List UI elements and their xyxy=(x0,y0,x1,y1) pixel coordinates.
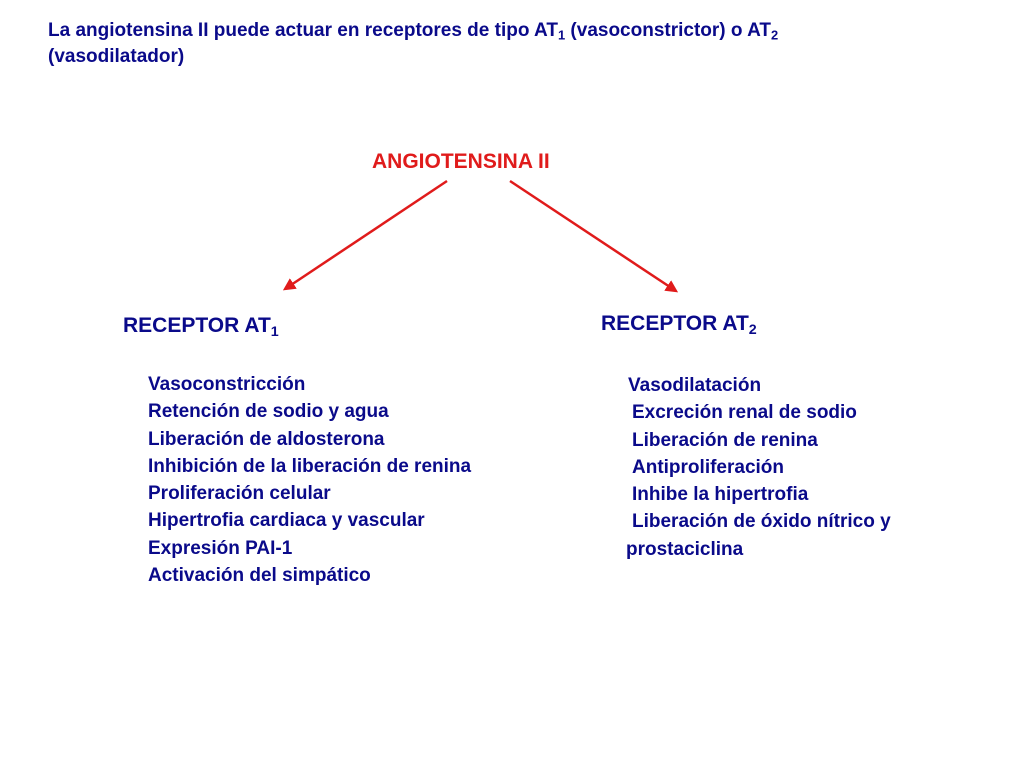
receptor-at2-subscript: 2 xyxy=(748,321,757,338)
angiotensin-ii-title: ANGIOTENSINA II xyxy=(372,150,550,173)
receptor-at1-title xyxy=(123,314,279,338)
at2-effect-item: prostaciclina xyxy=(626,538,744,560)
at2-effect-item: Vasodilatación xyxy=(628,375,762,396)
at1-effect-item: Retención de sodio y agua xyxy=(148,401,389,423)
heading-text-part-1: La angiotensina II puede actuar en receptores de tipo AT xyxy=(48,20,558,41)
at1-effect-item: Vasoconstricción xyxy=(148,374,306,395)
at2-effects-list xyxy=(628,372,891,563)
at2-effect-item: Inhibe la hipertrofia xyxy=(632,484,809,506)
at1-effects-list xyxy=(148,371,471,589)
at1-effect-item: Proliferación celular xyxy=(148,483,331,505)
heading-subscript-2: 2 xyxy=(771,27,779,43)
at2-effect-item: Liberación de óxido nítrico y xyxy=(632,511,891,533)
receptor-at2-label: RECEPTOR AT xyxy=(601,312,749,335)
heading-text-part-2: (vasoconstrictor) o AT xyxy=(565,20,771,41)
receptor-at2-title xyxy=(601,312,757,336)
at2-effect-item: Liberación de renina xyxy=(632,429,818,451)
heading-line-2: (vasodilatador) xyxy=(48,46,185,67)
at1-effect-item: Expresión PAI-1 xyxy=(148,537,293,559)
at1-effect-item: Liberación de aldosterona xyxy=(148,428,385,450)
at1-effect-item: Inhibición de la liberación de renina xyxy=(148,455,472,477)
receptor-at1-label: RECEPTOR AT xyxy=(123,314,271,337)
at1-effect-item: Hipertrofia cardiaca y vascular xyxy=(148,510,425,532)
arrow-to-at2 xyxy=(510,181,676,291)
receptor-at1-subscript: 1 xyxy=(270,323,279,340)
at2-effect-item: Antiproliferación xyxy=(632,456,785,478)
arrow-to-at1 xyxy=(285,181,447,289)
heading-subscript-1: 1 xyxy=(557,27,566,43)
at1-effect-item: Activación del simpático xyxy=(148,565,371,587)
at2-effect-item: Excreción renal de sodio xyxy=(632,402,857,424)
